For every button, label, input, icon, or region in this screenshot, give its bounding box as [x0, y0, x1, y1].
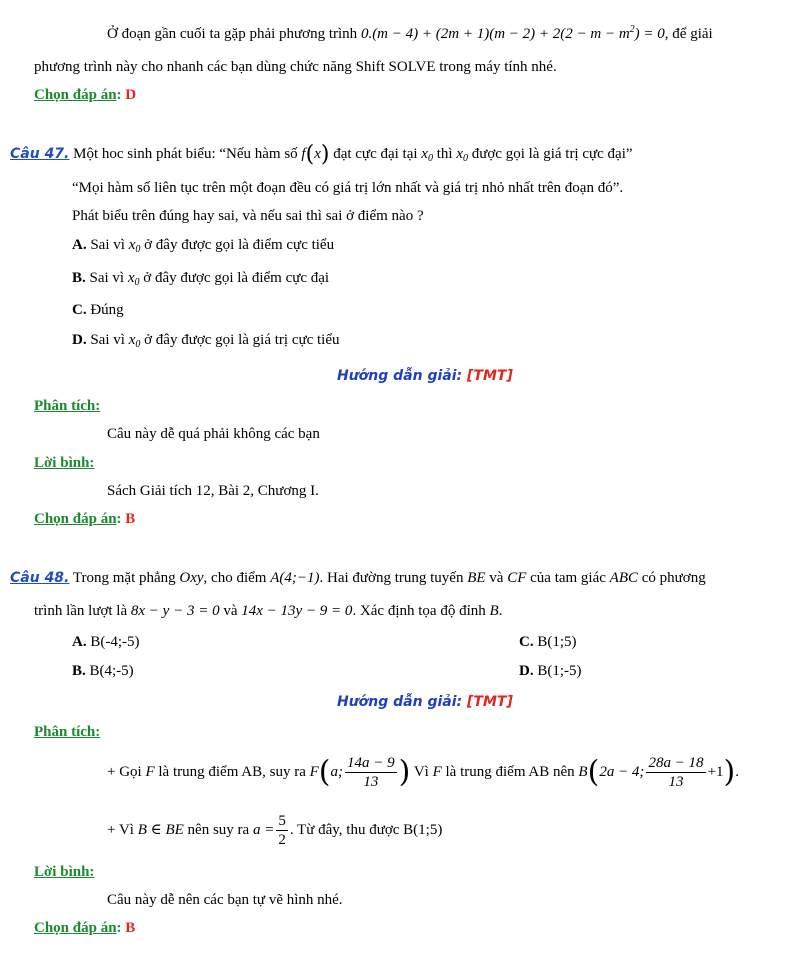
q47-option-b: B. Sai vì $x_0$ ở đây được gọi là điểm cực đại	[72, 270, 330, 288]
q47-analysis: Câu này dễ quá phải không các bạn	[107, 426, 320, 442]
answer-value: B	[125, 920, 136, 936]
intro-equation: $0.(m - 4) + (2m + 1)(m - 2) + 2(2 - m - m^2) = 0$	[360, 24, 665, 42]
answer-value: D	[125, 87, 137, 103]
q48-option-b: B. B(4;-5)	[72, 663, 134, 679]
q47-answer: Chọn đáp án: B	[34, 511, 136, 527]
intro-line-2: phương trình này cho nhanh các bạn dùng chức năng Shift SOLVE trong máy tính nhé.	[34, 59, 557, 75]
q47-line-2: “Mọi hàm số liên tục trên một đoạn đều có giá trị lớn nhất và giá trị nhỏ nhất trên đoạn đó”.	[72, 180, 624, 196]
q47-guide-title: Hướng dẫn giải: [TMT]	[337, 368, 513, 384]
q48-option-d: D. B(1;-5)	[519, 663, 582, 679]
q47-option-c: C. Đúng	[72, 302, 124, 318]
q48-analysis-label: Phân tích:	[34, 724, 101, 740]
intro-answer: Chọn đáp án: D	[34, 87, 137, 103]
question-number: Câu 47.	[10, 146, 70, 162]
intro-text: Ở đoạn gần cuối ta gặp phải phương trình	[107, 26, 361, 42]
q47-line-3: Phát biểu trên đúng hay sai, và nếu sai thì sai ở điểm nào ?	[72, 208, 424, 224]
q48-comment-label: Lời bình:	[34, 864, 95, 880]
fraction: $\frac{14a - 9}{13}$	[347, 755, 395, 791]
q48-line-2: trình lần lượt là 8x − y − 3 = 0 và 14x − 13y − 9 = 0. Xác định tọa độ đỉnh B.	[34, 603, 503, 619]
question-number: Câu 48.	[10, 570, 70, 586]
q48-answer: Chọn đáp án: B	[34, 920, 136, 936]
q48-step-2: + Vì B ∈ BE nên suy ra a = $\frac{5}{2}$ . Từ đây, thu được B(1;5)	[107, 813, 443, 849]
q47-stem: Câu 47. Một hoc sinh phát biểu: “Nếu hàm số f(x) đạt cực đại tại $x_0$ thì $x_0$ được gọi là giá trị cực đại”	[10, 142, 633, 167]
q48-guide-title: Hướng dẫn giải: [TMT]	[337, 694, 513, 710]
q47-comment: Sách Giải tích 12, Bài 2, Chương I.	[107, 483, 319, 499]
answer-label: Chọn đáp án	[34, 920, 117, 936]
q47-analysis-label: Phân tích:	[34, 398, 101, 414]
answer-value: B	[125, 511, 136, 527]
q48-stem: Câu 48. Trong mặt phẳng Oxy, cho điểm A(4;−1). Hai đường trung tuyến BE và CF của tam giác ABC có phương	[10, 570, 706, 586]
fraction: $\frac{28a - 18}{13}$	[648, 755, 704, 791]
q47-option-a: A. Sai vì $x_0$ ở đây được gọi là điểm cực tiểu	[72, 237, 335, 255]
intro-line-1	[107, 20, 713, 44]
q48-option-c: C. B(1;5)	[519, 634, 577, 650]
q48-step-1: + Gọi F là trung điểm AB, suy ra F(a; $\frac{14a - 9}{13}$ ) Vì F là trung điểm AB nên B(2a − 4; $\frac{28a - 18}{13}$ +1).	[107, 754, 739, 791]
q48-comment: Câu này dễ nên các bạn tự vẽ hình nhé.	[107, 892, 343, 908]
q47-comment-label: Lời bình:	[34, 455, 95, 471]
answer-label: Chọn đáp án	[34, 87, 117, 103]
q48-option-a: A. B(-4;-5)	[72, 634, 140, 650]
q47-option-d: D. Sai vì $x_0$ ở đây được gọi là giá trị cực tiểu	[72, 332, 340, 350]
intro-text-end: , để giải	[664, 26, 713, 42]
fraction: $\frac{5}{2}$	[278, 813, 286, 849]
answer-label: Chọn đáp án	[34, 511, 117, 527]
